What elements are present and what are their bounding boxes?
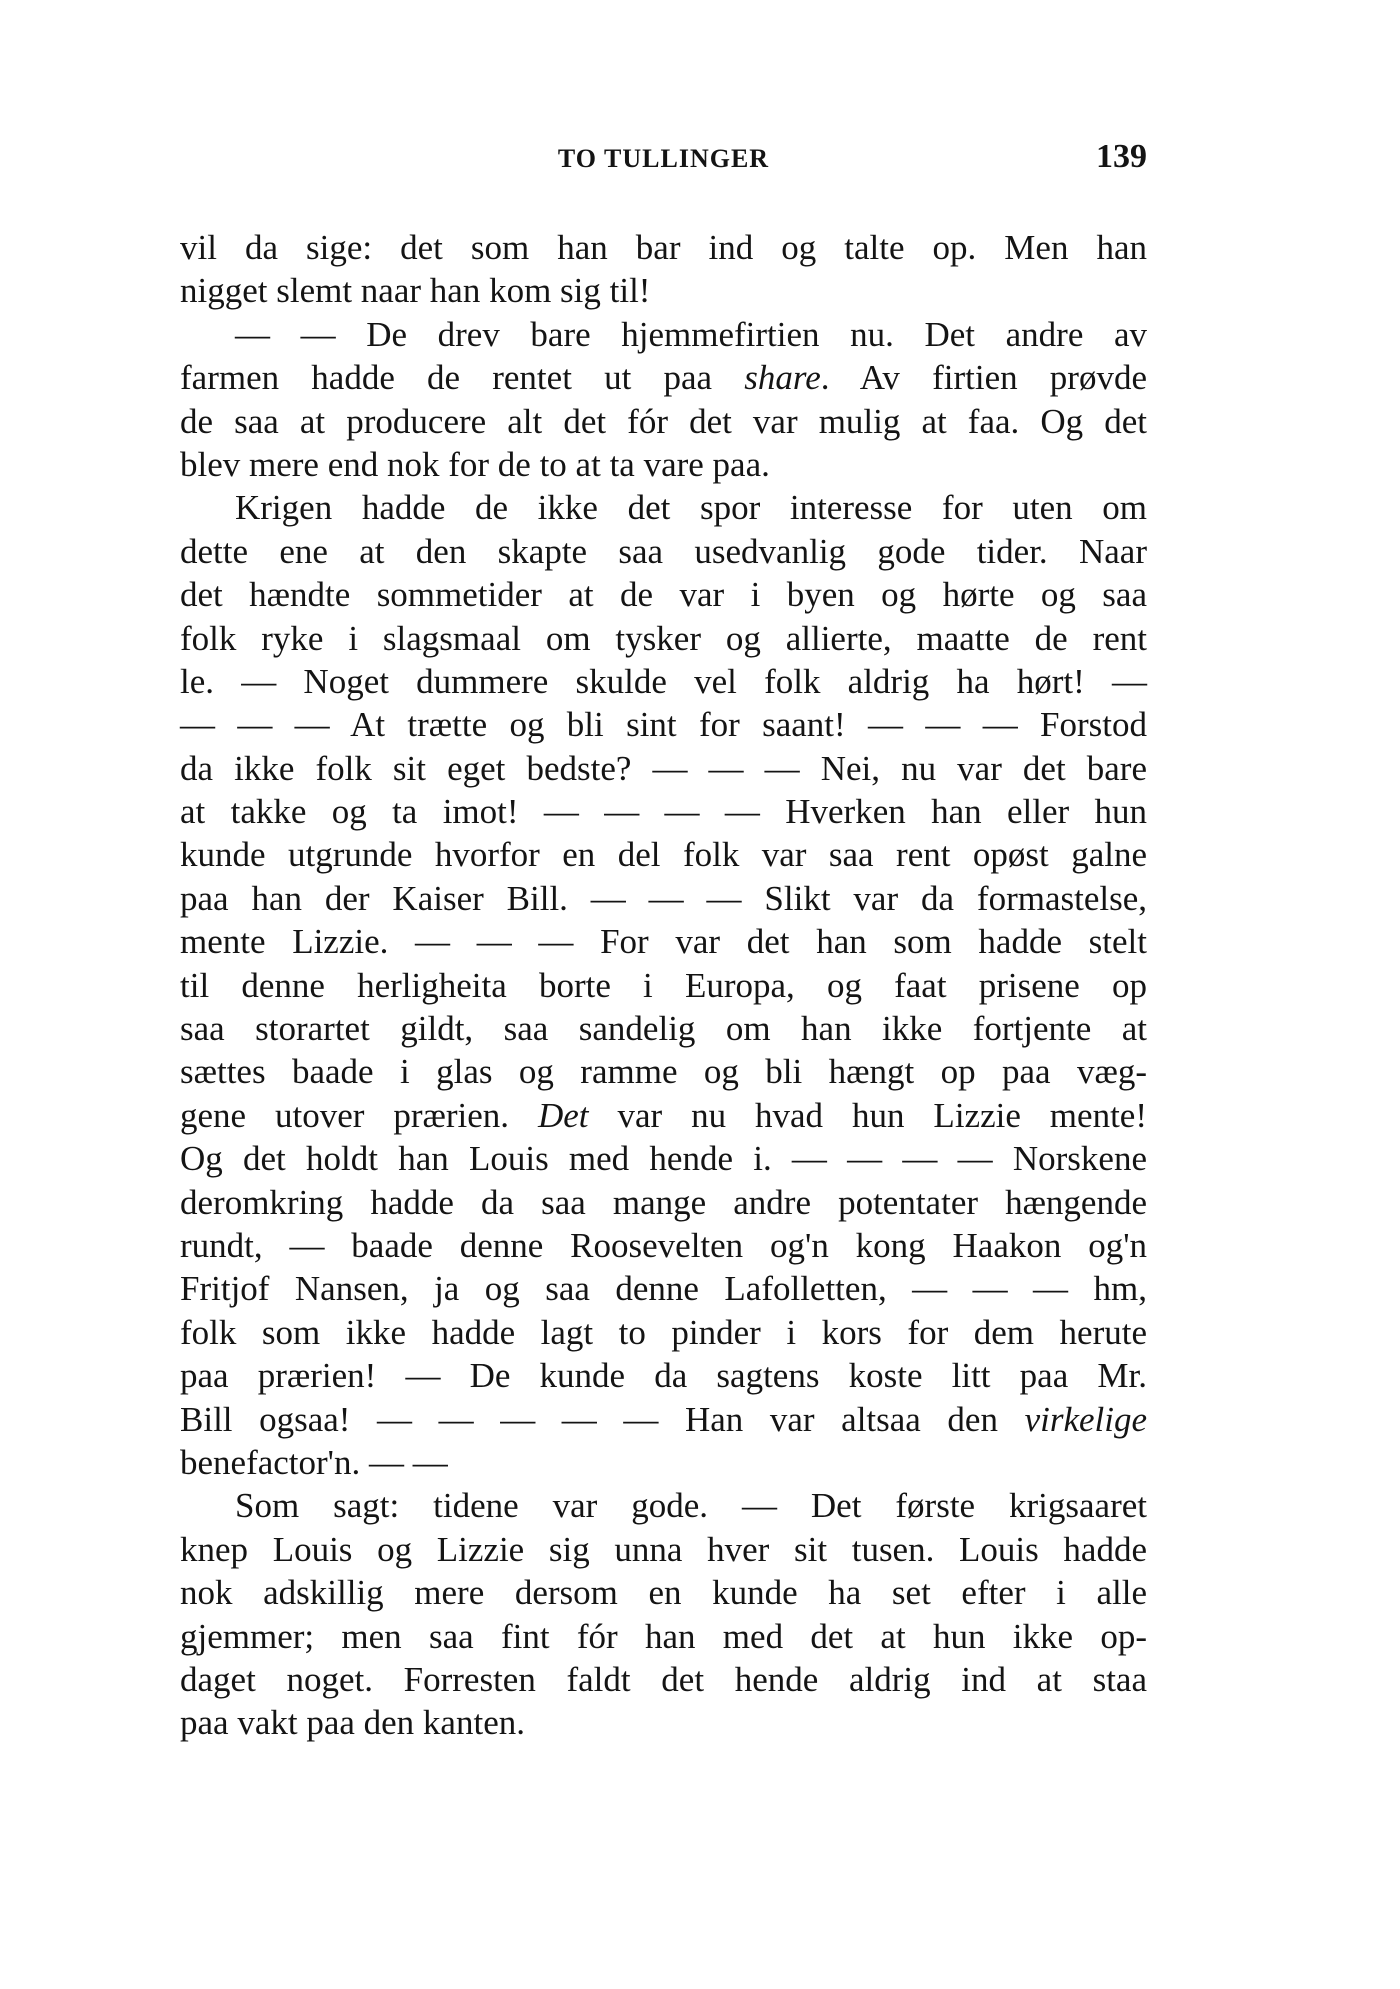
text-run: farmen hadde de rentet ut paa — [180, 358, 745, 398]
text-line: knep Louis og Lizzie sig unna hver sit tusen. Louis hadde — [180, 1529, 1147, 1569]
text-line: folk som ikke hadde lagt to pinder i kors for dem herute — [180, 1312, 1147, 1352]
text-line: til denne herligheita borte i Europa, og faat prisene op — [180, 965, 1147, 1005]
text-line: rundt, — baade denne Roosevelten og'n kong Haakon og'n — [180, 1225, 1147, 1265]
text-line: at takke og ta imot! — — — — Hverken han eller hun — [180, 792, 1147, 832]
text-line: deromkring hadde da saa mange andre potentater hængende — [180, 1182, 1147, 1222]
text-run: . Av firtien prøvde — [820, 358, 1147, 398]
italic-word: Det — [537, 1095, 589, 1135]
running-head — [180, 138, 1147, 178]
text-line: Og det holdt han Louis med hende i. — — — — Norskene — [180, 1139, 1147, 1179]
text-line: Som sagt: tidene var gode. — Det første krigsaaret — [235, 1486, 1147, 1526]
italic-word: virkelige — [1024, 1399, 1147, 1439]
text-line: de saa at producere alt det fór det var mulig at faa. Og det — [180, 401, 1147, 441]
page-number: 139 — [1096, 138, 1147, 175]
text-line: kunde utgrunde hvorfor en del folk var saa rent opøst galne — [180, 835, 1147, 875]
text-line: — — — At trætte og bli sint for saant! — — — Forstod — [180, 705, 1147, 745]
text-line: da ikke folk sit eget bedste? — — — Nei, nu var det bare — [180, 748, 1147, 788]
text-line: det hændte sommetider at de var i byen og hørte og saa — [180, 575, 1147, 615]
text-line: nigget slemt naar han kom sig til! — [180, 271, 651, 311]
text-line: nok adskillig mere dersom en kunde ha set efter i alle — [180, 1573, 1147, 1613]
text-line: Krigen hadde de ikke det spor interesse for uten om — [235, 488, 1147, 528]
text-line: folk ryke i slagsmaal om tysker og allierte, maatte de rent — [180, 618, 1147, 658]
text-run: var nu hvad hun Lizzie mente! — [588, 1095, 1147, 1135]
text-line: mente Lizzie. — — — For var det han som hadde stelt — [180, 922, 1147, 962]
text-line — [180, 1398, 1147, 1441]
italic-word: share — [744, 358, 821, 398]
text-line: paa vakt paa den kanten. — [180, 1703, 525, 1743]
text-line — [180, 1094, 1147, 1137]
text-line: le. — Noget dummere skulde vel folk aldrig ha hørt! — — [180, 661, 1147, 701]
text-line: gjemmer; men saa fint fór han med det at hun ikke op- — [180, 1616, 1147, 1656]
running-title: TO TULLINGER — [557, 144, 770, 173]
text-line — [180, 356, 1147, 399]
text-line: saa storartet gildt, saa sandelig om han ikke fortjente at — [180, 1009, 1147, 1049]
text-line: — — De drev bare hjemmefirtien nu. Det andre av — [235, 314, 1147, 354]
text-run: gene utover prærien. — [180, 1095, 538, 1135]
text-line: dette ene at den skapte saa usedvanlig gode tider. Naar — [180, 531, 1147, 571]
text-line: sættes baade i glas og ramme og bli hængt op paa væg- — [180, 1052, 1147, 1092]
text-line: paa prærien! — De kunde da sagtens koste litt paa Mr. — [180, 1356, 1147, 1396]
text-line: vil da sige: det som han bar ind og talte op. Men han — [180, 228, 1147, 267]
text-run: Bill ogsaa! — — — — — Han var altsaa den — [180, 1399, 1025, 1439]
text-line: daget noget. Forresten faldt det hende aldrig ind at staa — [180, 1659, 1147, 1699]
text-line: Fritjof Nansen, ja og saa denne Lafolletten, — — — hm, — [180, 1269, 1147, 1309]
text-line: paa han der Kaiser Bill. — — — Slikt var da formastelse, — [180, 878, 1147, 918]
body-text — [180, 226, 1147, 1745]
text-line: benefactor'n. — — — [180, 1442, 448, 1482]
text-line: blev mere end nok for de to at ta vare paa. — [180, 444, 770, 484]
